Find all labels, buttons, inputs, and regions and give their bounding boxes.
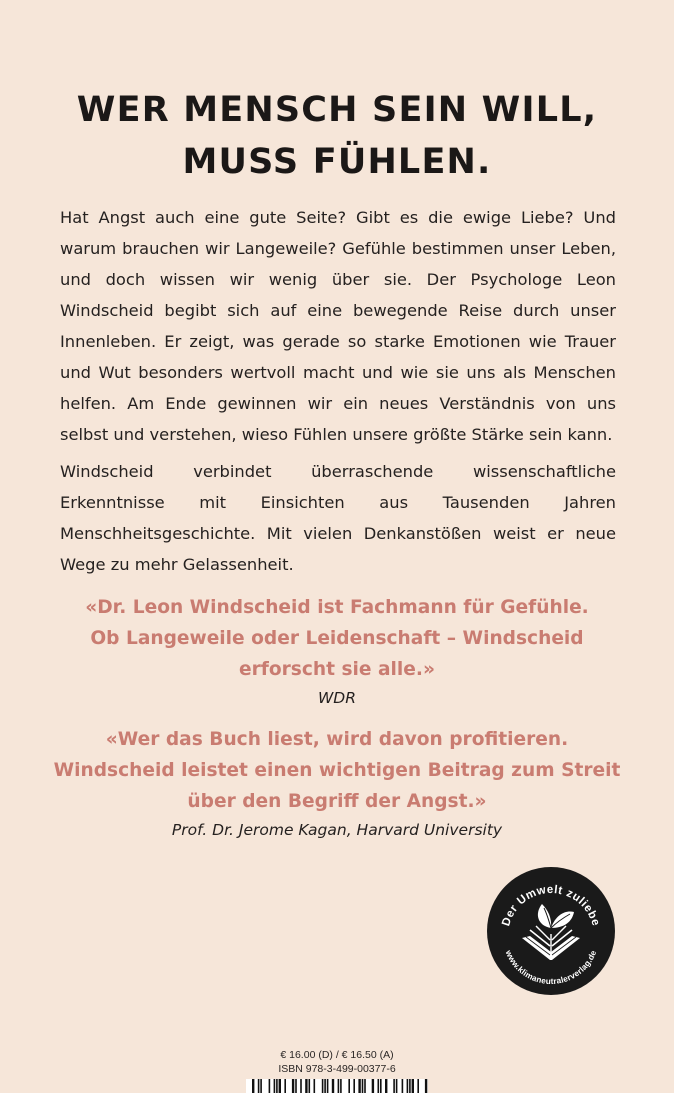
review-source-2: Prof. Dr. Jerome Kagan, Harvard University [171, 821, 503, 839]
barcode-bar [327, 1079, 329, 1093]
headline-line-2: MUSS FÜHLEN. [182, 142, 492, 182]
barcode-bar [353, 1079, 355, 1093]
barcode-bar [362, 1079, 364, 1093]
barcode-bar [295, 1079, 297, 1093]
barcode-bar [425, 1079, 427, 1093]
review-source-1: WDR [317, 689, 357, 707]
barcode-bar [412, 1079, 414, 1093]
barcode-bar [260, 1079, 262, 1093]
badge-top-text: Der Umwelt zuliebe [500, 883, 602, 928]
quote-line: Windscheid leistet einen wichtigen Beitrag zum Streit [53, 760, 621, 781]
barcode-bar [358, 1079, 360, 1093]
barcode-bar [305, 1079, 307, 1093]
barcode-bar [402, 1079, 404, 1093]
price-text: € 16.00 (D) / € 16.50 (A) [280, 1049, 394, 1061]
barcode-bar [300, 1079, 302, 1093]
headline-line-1: WER MENSCH SEIN WILL, [76, 90, 598, 130]
barcode-bar [332, 1079, 334, 1093]
quote-line: über den Begriff der Angst.» [187, 791, 487, 812]
barcode-bar [378, 1079, 380, 1093]
quote-line: erforscht sie alle.» [238, 659, 435, 680]
quote-line: «Wer das Buch liest, wird davon profitieren. [105, 729, 569, 750]
barcode-bar [309, 1079, 311, 1093]
barcode-bar [274, 1079, 276, 1093]
barcode-bar [407, 1079, 409, 1093]
barcode-bar [409, 1079, 411, 1093]
barcode-bar [348, 1079, 350, 1093]
barcode-bar [322, 1079, 324, 1093]
barcode-bar [338, 1079, 340, 1093]
barcode-bar [393, 1079, 395, 1093]
barcode-bar [364, 1079, 366, 1093]
barcode-bar [276, 1079, 278, 1093]
badge-bottom-text: www.klimaneutralerverlag.de [503, 948, 599, 987]
barcode-bar [252, 1079, 254, 1093]
barcode-bar [292, 1079, 294, 1093]
barcode [246, 1079, 428, 1093]
review-quote-1 [40, 592, 634, 685]
barcode-bar [396, 1079, 398, 1093]
isbn-text: ISBN 978-3-499-00377-6 [278, 1063, 396, 1075]
barcode-bar [385, 1079, 387, 1093]
quote-line: Ob Langeweile oder Leidenschaft – Windscheid [90, 628, 584, 649]
review-quote-2 [40, 724, 634, 817]
barcode-bar [372, 1079, 374, 1093]
climate-neutral-badge [486, 866, 616, 996]
blurb-paragraph-2: Windscheid verbindet überraschende wissenschaftliche Erkenntnisse mit Einsichten aus Tausenden Jahren Menschheitsgeschichte. Mit vielen Denkanstößen weist er neue Wege zu mehr Gelassenheit. [60, 462, 616, 574]
barcode-bar [279, 1079, 281, 1093]
barcode-bar [314, 1079, 316, 1093]
barcode-bar [417, 1079, 419, 1093]
barcode-bar [340, 1079, 342, 1093]
barcode-bar [258, 1079, 260, 1093]
barcode-bar [324, 1079, 326, 1093]
quote-line: «Dr. Leon Windscheid ist Fachmann für Gefühle. [85, 597, 589, 618]
barcode-bar [380, 1079, 382, 1093]
barcode-bar [284, 1079, 286, 1093]
blurb-paragraph-1: Hat Angst auch eine gute Seite? Gibt es die ewige Liebe? Und warum brauchen wir Langeweile? Gefühle bestimmen unser Leben, und doch wissen wir wenig über sie. Der Psychologe Leon Windscheid begibt sich auf eine bewegende Reise durch unser Innenleben. Er zeigt, was gerade so starke Emotionen wie Trauer und Wut besonders wertvoll macht und wie sie uns als Menschen helfen. Am Ende gewinnen wir ein neues Verständnis von uns selbst und verstehen, wieso Fühlen unsere größte Stärke sein kann. [60, 208, 616, 444]
headline [0, 84, 674, 188]
barcode-bar [269, 1079, 271, 1093]
